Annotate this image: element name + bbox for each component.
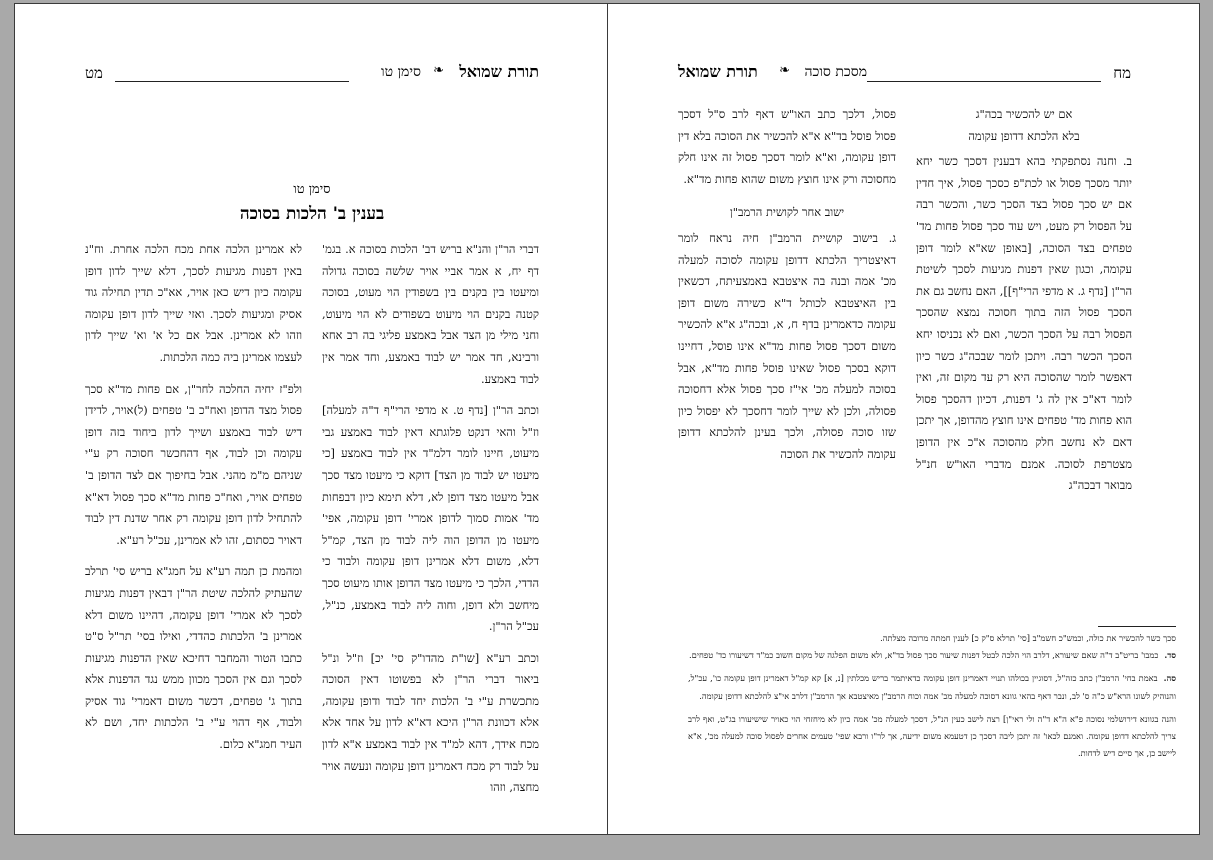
footnotes: [688, 630, 1176, 762]
paragraph: ג. בישוב קושיית הרמב"ן חיה נראח לומר דאיצטריך הלכתא דדופן עקומה לסוכה למעלה מכ' אמה ובנה בה איצטבא באמצעיתח, דכשאין בין האיצטבא לכותל ד"א כשירה משום דופן עקומה כדאמרינן בדף ח, א, ובכה"ג א"א להכשיר משום דסכך פסול פחות מד"א אינו פוסל, דחיינו דוקא בסכך פסול שאינו פוסל פחות מד"א, אבל בסוכה למעלה מכ' אי"ז סכך פסול אלא דחסוכה פסולה, ולכן לא שייך לומר דחסכך לא יפסול כיון שזו סוכה פסולה, ולכך בעינן להלכתא דדופן עקומה להכשיר את הסוכה: [678, 230, 896, 461]
footnote-mark: סד.: [1164, 650, 1176, 661]
footnote: [688, 670, 1176, 704]
paragraph: פסול, דלכך כתב האו"ש דאף לרב ס"ל דסכך פסול פוסל בד"א א"א להכשיר את הסוכה בלא דין דופן עקומה, וא"א לומר דסכך פסול זה אינו חלק מחסוכה ורק אינו חוצץ משום שהוא פחות מד"א.: [678, 107, 896, 186]
footnote: [688, 711, 1176, 763]
right-page-header: [678, 62, 1131, 86]
paragraph: וכתב רע"א [שו"ת מהדו"ק סי' יכ] וז"ל ונ"ל ביאור דברי הר"ן לא בפשוטו דאין הסוכה מתכשרת ע"י ב' הלכות יחד לבוד ודופן עקומה, אלא דכוונת הר"ן היכא דא"א לדון על אחד אלא מכח אידך, דהא למ"ד אין לבוד באמצע א"א לדון על לבוד רק מכח דאמרינן דופן עקומה ונעשה אויר מחצה, וזהו: [322, 650, 539, 795]
siman-title: בענין ב' הלכות בסוכה: [239, 204, 385, 224]
footnote-text: כמבו' בריט"ב ד"ה שאם שיעורא, דלרב הוי הלכה לבטל דפנות שיעור סכך פסול בד"א, ולא משום הפלגה של מקום חשוב כמ"ד דשיעורו כד' טפחים.: [689, 650, 1159, 661]
paragraph: וכתב הר"ן [נדף ט. א מדפי הרי"ף ד"ה למעלה] וז"ל והאי דנקט פלוגתא דאין לבוד באמצע גבי מיעוט, חיינו לומר דלמ"ד אין לבוד באמצע [כי מיעטו יש לבוד מן הצד] דוקא כי מיעטו מצד סכך אבל מיעטו מצד דופן לא, דלא תימא כיון דבפחות מד' אמות סמוך לדופן אמרי' דופן עקומה, אפי' מיעטו מן הדופן הוה ליה לבוד מן הצד, קמ"ל דלא, משום דלא אמרינן דופן עקומה ולבוד כי הדדי, הלכך כי מיעטו מצד הדופן אותו מיעוט סכך מיחשב ולא דופן, וחוה ליה לבוד באמצע, כנ"ל, עכ"ל הר"ן.: [322, 403, 539, 634]
right-page-right-column: [916, 104, 1132, 507]
footnote-text: סכך כשר להכשיר את כולה, וכמש"כ חשמ"ב [סי' תרלא ס"ק כ] לענין חמתה מרובה מצלתה.: [880, 633, 1176, 643]
footnote: [688, 630, 1176, 647]
section-heading: ישוב אחר לקושית הרמב"ן: [729, 205, 845, 220]
left-header-section: סימן טו: [381, 64, 421, 80]
right-page-number: מח: [1113, 64, 1131, 82]
footnote: [688, 647, 1176, 664]
left-page-number: מט: [85, 64, 103, 82]
fleuron-icon: ❧: [433, 63, 444, 78]
siman-number: סימן טו: [293, 182, 331, 197]
header-rule: [115, 81, 349, 82]
footnote-text: באמת בחי' הרמב"ן כתב כזה"ל, דסוגיין בכולהו תנויי דאמרינן דופן עקומה כדאיתמר בריש מכלתין [נ, א] קא קמ"ל דאמרינן דופן עקומה כו', עכ"ל, והנוהיק לשונו הרא"ש כ"ה ס' לב, ונבר דאף בהאי גוונא דסוכה למעלה מכ' אמה וכוח הרמב"ן מאיצטבא אך הרמב"ן דלרב אי"צ להלכתא דדופן עקומה.: [688, 673, 1176, 701]
left-page-right-column: [322, 239, 539, 809]
section-heading: בלא הלכתא דדופן עקומה: [968, 128, 1080, 143]
paragraph: לא אמרינן הלכה אחת מכח הלכה אחרת. וח"נ באין דפנות מגיעות לסכך, דלא שייך לדון דופן עקומה כיון דיש כאן אויר, אא"כ תדין תחילה גוד אסיק ומגיעות לסכך. ואזי שייך לדון דופן עקומה וזהו לא אמרינן. אבל אם כל א' וא' שייך לדון לעצמו אמרינן ביה כמה הלכתות.: [85, 242, 302, 364]
header-rule: [867, 81, 1101, 82]
footnote-mark: סה.: [1163, 673, 1176, 684]
footnote-rule: [1098, 626, 1176, 627]
left-page-left-column: [85, 239, 302, 766]
right-header-title: תורת שמואל: [678, 62, 758, 81]
left-page: [14, 3, 608, 835]
paragraph: דברי הר"ן והנ"א בריש דב' הלכות בסוכה א. בגמ' דף יח, א אמר אביי אויר שלשה בסוכה גדולה ומיעטו בין בקנים בין בשפודין הוי מעוט, בסוכה קטנה בקנים הוי מיעוט בשפודים לא הוי מיעוט, וחני מילי מן הצד אבל באמצע פליגי בה רב אחא ורבינא, חד אמר יש לבוד באמצע, וחד אמר אין לבוד באמצע.: [322, 242, 539, 386]
left-page-header: [85, 62, 539, 86]
fleuron-icon: ❧: [779, 63, 790, 78]
paragraph: ב. וחנה נסתפקתי בהא דבענין דסכך כשר יחא יותר מסכך פסול או לכת"פ כסכך פסול, איך חדין אם יש סכך פסול בצד הסכך כשר, והכשר רבה על הפסול רק מעט, ויש עוד סכך פסול פחות מד' טפחים בצד הסוכה, [באופן שא"א לומר דופן עקומה, וכגון שאין דפנות מגיעות לסכך לשיטת הר"ן [נדף ג. א מדפי הרי"ף]], האם נחשב גם את הסכך פסול הזה בתוך חסוכה נמצא שהסכך הפסול רבה על הסכך הכשר, ואם לא נכניסו יחא הסכך הכשר רבה. ויתכן לומר שבכה"ג כשר כיון דאפשר לומר שהסוכה היא רק עד מקום זה, ואין לומר דא"כ אין לה ג' דפנות, דכיון דהסכך פסול הוא פחות מד' טפחים אינו חוצץ מהדופן, אך יתכן דאם לא נחשב חלק מהסוכה א"כ אין הדופן מצטרפת לסוכה. אמנם מדברי האו"ש חנ"ל מבואר דבכה"ג: [916, 154, 1132, 493]
section-heading: אם יש להכשיר בכה"ג: [975, 107, 1073, 121]
right-header-section: מסכת סוכה: [804, 64, 867, 80]
footnote-text: והנה בגוונא דירושלמי נסוכה פ"א ה"א ד"ה ולי ראי"ן] רצה לישב כעין הנ"ל, דסכך למעלה מכ' אמה כיון לא מיחזחי הוי כאויר שישיעורו בג"ט, ואף לרב צריך להלכתא דדופן עקומה. ואמנם לכאו' זה יתכן ליבה דסכך כן דטעמא משום ידיעה, אך לר"ו ורבא שפי' טעמים אחרים לפסול סוכה למעלה מכ', א"א ליישב כן, אך סיים דיש לדחות.: [688, 713, 1176, 759]
paragraph: ולפ"ז יחיה החלכה לחר"ן, אם פחות מד"א סכך פסול מצד הדופן ואח"כ ב' טפחים (ל)אויר, לדידן דיש לבוד באמצע ושייך לדון ביחוד בזה דופן עקומה וכן לבוד, אף דהחכשר חסוכה רק ע"י שניהם מ"מ מהני. אבל בחיפוך אם לצד הדופן ב' טפחים אויר, ואח"כ פחות מד"א סכך פסול דא"א להתחיל לדון דופן עקומה רק אחר שדנת דין לבוד דאויר כסתום, זהו לא אמרינן, עכ"ל רע"א.: [85, 381, 302, 547]
paragraph: ומהמת כן תמה רע"א על חמג"א בריש סי' תרלב שהעתיק להלכה שיטת הר"ן דבאין דפנות מגיעות לסכך לא אמרי' דופן עקומה, דהיינו משום דלא אמרינן ב' הלכתות כהדדי, ואילו בסי' תר"ל ס"ט כתבו הטור והמחבר דחיכא שאין הדפנות מגיעות לסכך וגם אין הסכך מכוון ממש נגד הדפנות אלא בתוך ג' טפחים, דכשר משום דאמרי' גוד אסיק ולבוד, אף דהוי ע"י ב' הלכתות יחד, ושם לא העיר חמג"א כלום.: [85, 564, 302, 752]
right-page: [607, 3, 1200, 835]
right-page-left-column: [678, 104, 896, 476]
left-header-title: תורת שמואל: [459, 62, 539, 81]
